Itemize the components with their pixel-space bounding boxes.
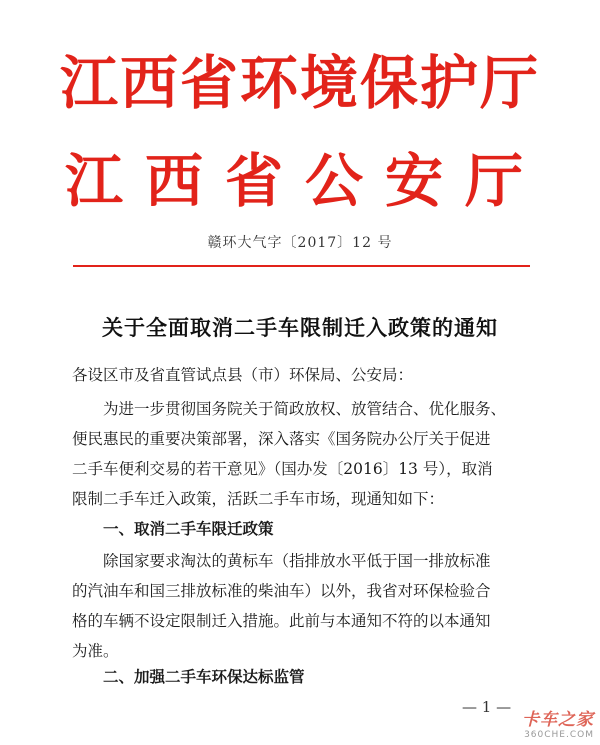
paragraph-line: 格的车辆不设定限制迁入措施。此前与本通知不符的以本通知 (72, 612, 491, 630)
issuer-name-police: 江西省公安厅 (64, 147, 545, 215)
section-1-heading: 一、取消二手车限迁政策 (103, 519, 274, 538)
paragraph-line: 便民惠民的重要决策部署，深入落实《国务院办公厅关于促进 (72, 430, 491, 448)
page-number: — 1 — (462, 698, 512, 716)
watermark-sub: 360CHE.COM (524, 730, 594, 740)
addressee: 各设区市及省直管试点县（市）环保局、公安局： (72, 366, 414, 384)
paragraph-line: 为准。 (72, 642, 119, 660)
paragraph-line: 除国家要求淘汰的黄标车（指排放水平低于国一排放标准 (103, 552, 491, 570)
red-divider (73, 265, 530, 267)
section-2-heading: 二、加强二手车环保达标监管 (103, 667, 305, 686)
paragraph-line: 二手车便利交易的若干意见》（国办发〔2016〕13 号），取消 (72, 460, 493, 478)
document-number: 赣环大气字〔2017〕12 号 (207, 235, 393, 251)
paragraph-line: 限制二手车迁入政策，活跃二手车市场，现通知如下： (72, 490, 445, 508)
paragraph-line: 的汽油车和国三排放标准的柴油车）以外，我省对环保检验合 (72, 582, 491, 600)
issuer-name-environment: 江西省环境保护厅 (59, 49, 540, 117)
paragraph-2 (72, 546, 542, 666)
paragraph-1 (72, 394, 542, 514)
watermark-main: 卡车之家 (522, 710, 594, 730)
paragraph-line: 为进一步贯彻国务院关于简政放权、放管结合、优化服务、 (103, 400, 507, 418)
document-title: 关于全面取消二手车限制迁入政策的通知 (102, 315, 498, 340)
site-watermark (522, 710, 594, 741)
